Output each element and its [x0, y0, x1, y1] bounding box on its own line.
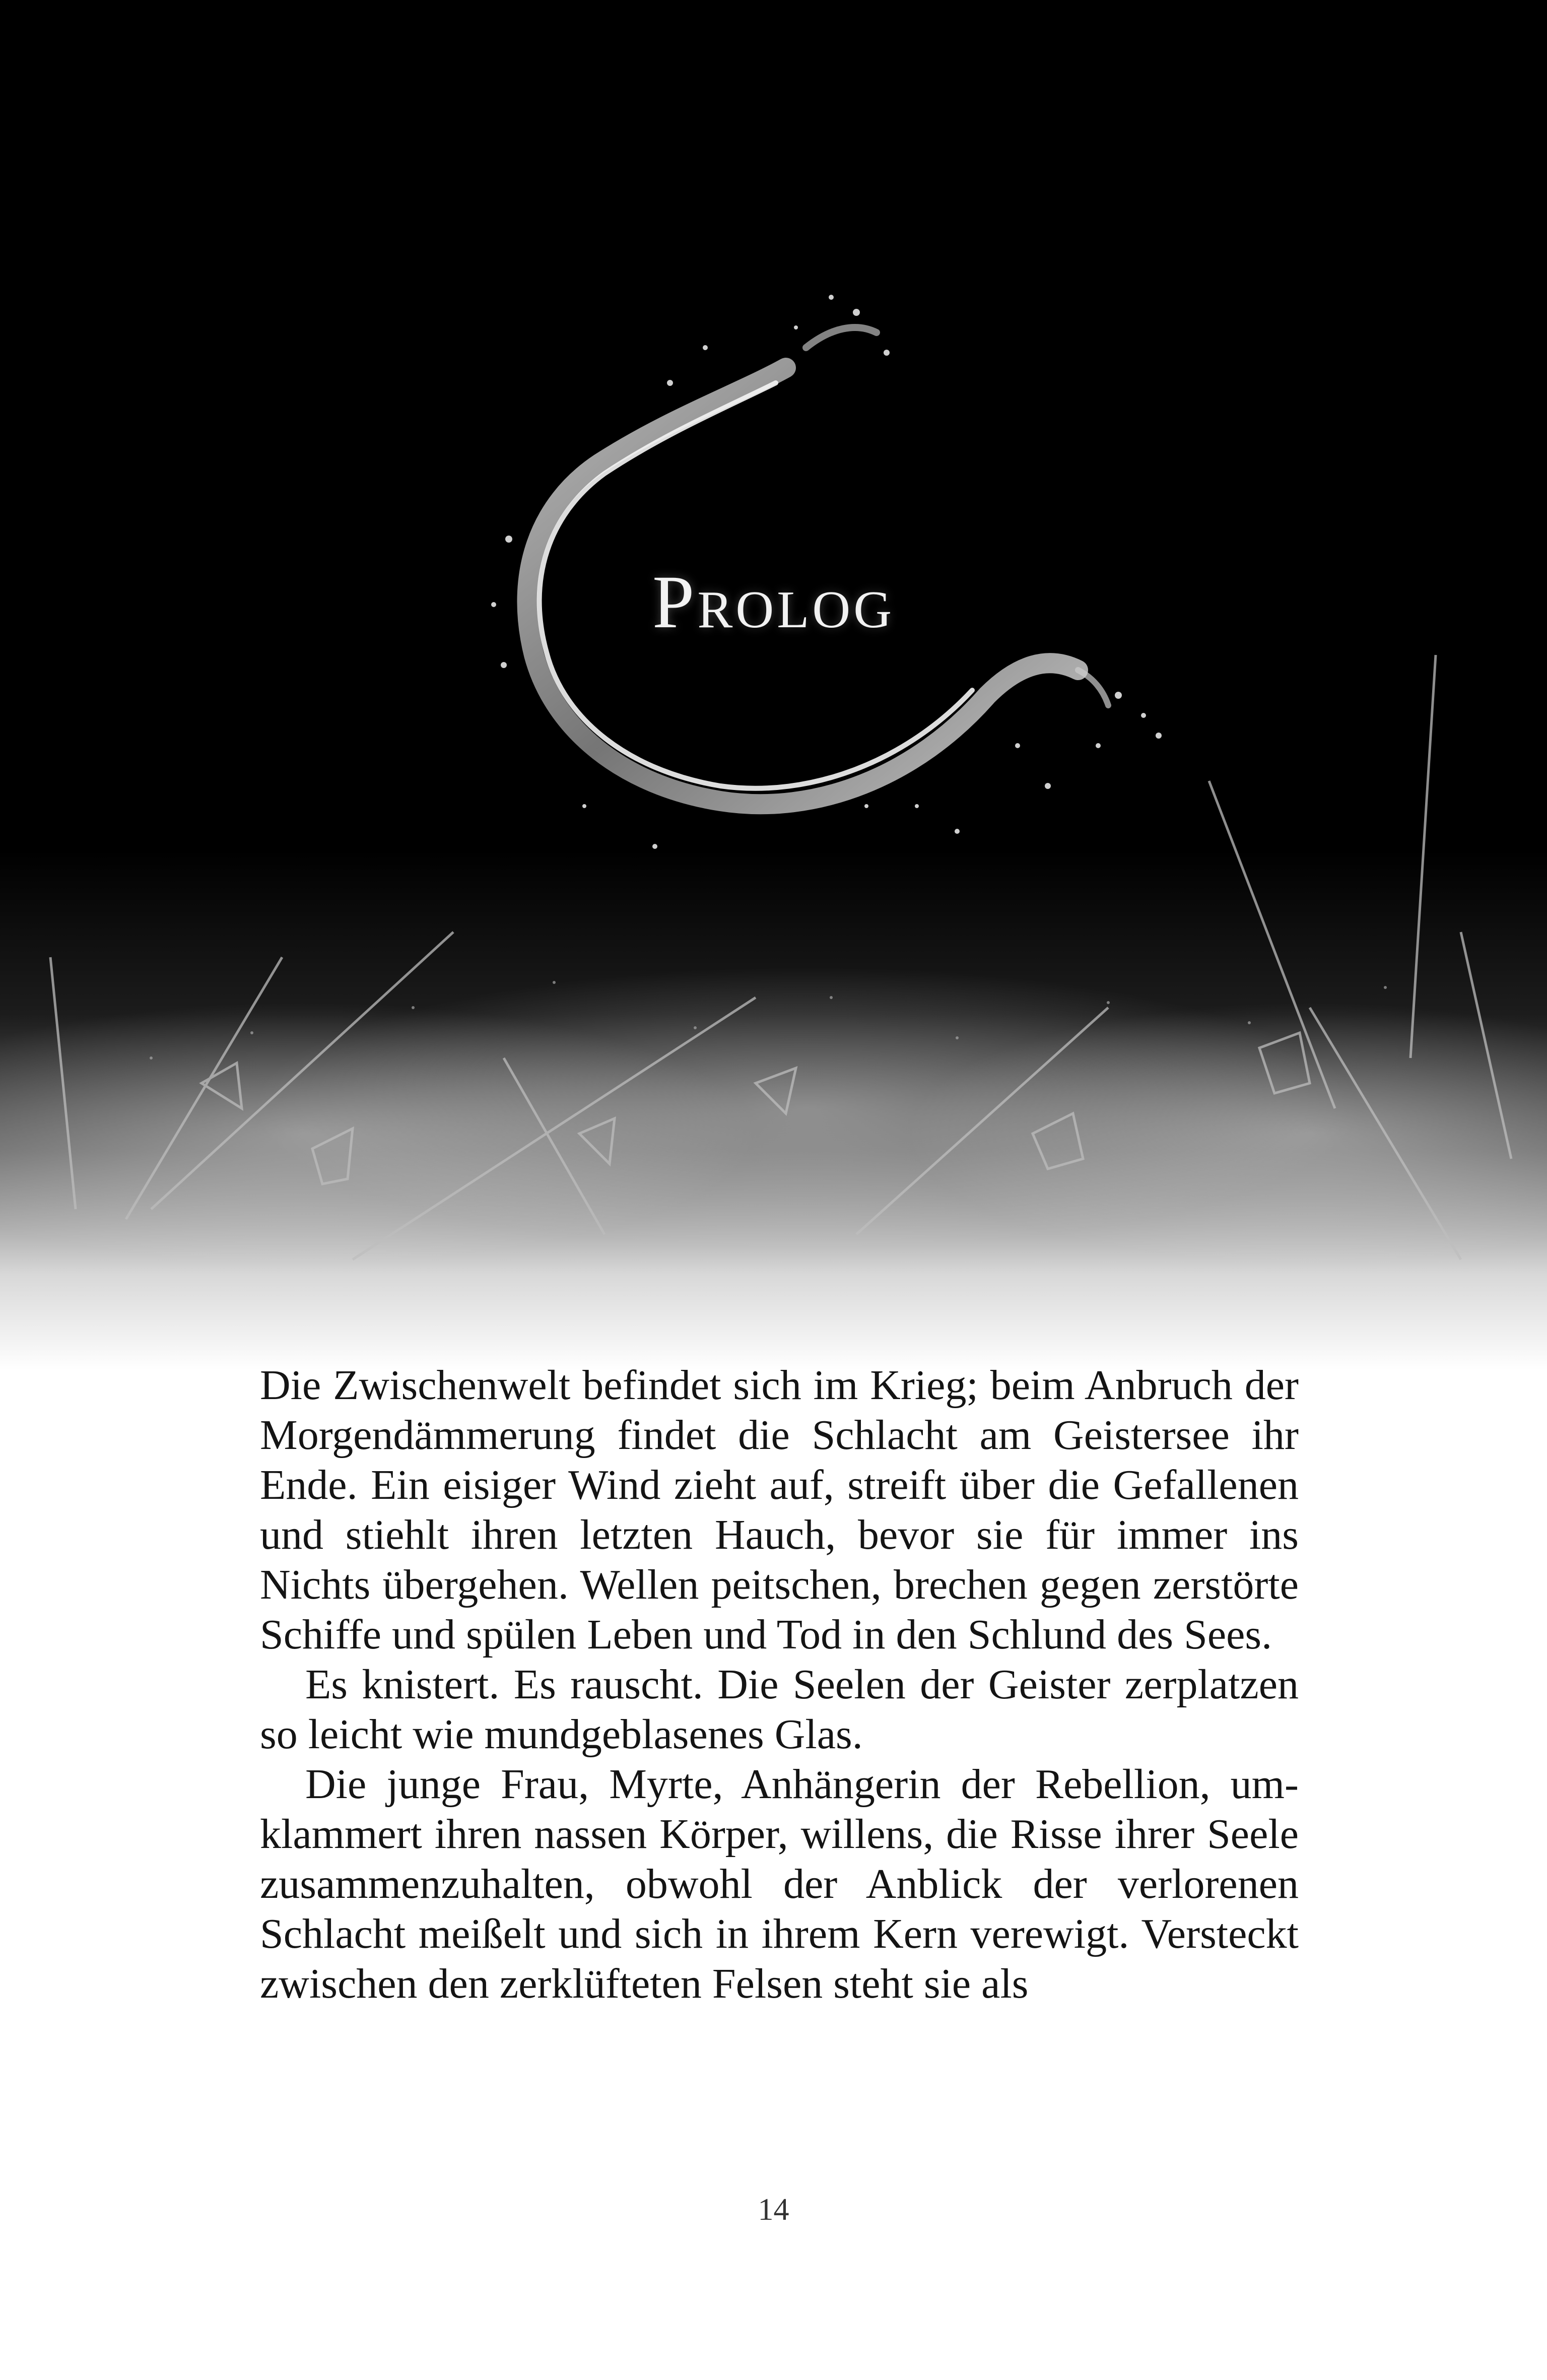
paragraph-3: Die junge Frau, Myrte, Anhängerin der Rebellion, umklammert ihren nassen Körper, willens, die Risse ihrer Seele zusammenzuhalten, obwohl der Anblick der verlorenen Schlacht meißelt und sich in ihrem Kern verewigt. Versteckt zwischen den zerklüfteten Felsen steht sie als — [260, 1761, 1299, 2007]
paragraph-1: Die Zwischenwelt befindet sich im Krieg; beim Anbruch der Morgendämmerung findet die Schlacht am Geistersee ihr Ende. Ein eisiger Wind zieht auf, streift über die Gefallenen und stiehlt ihren letzten Hauch, bevor sie für immer ins Nichts übergehen. Wellen peitschen, brechen gegen zerstörte Schiffe und spülen Leben und Tod in den Schlund des Sees. — [260, 1362, 1299, 1658]
page-number: 14 — [758, 2193, 789, 2227]
chapter-title: Prolog — [652, 560, 895, 644]
paragraph-2: Es knistert. Es rauscht. Die Seelen der Geister zerplatzen so leicht wie mundgeblasenes Glas. — [260, 1661, 1299, 1758]
chapter-body-text — [260, 1360, 1299, 2009]
